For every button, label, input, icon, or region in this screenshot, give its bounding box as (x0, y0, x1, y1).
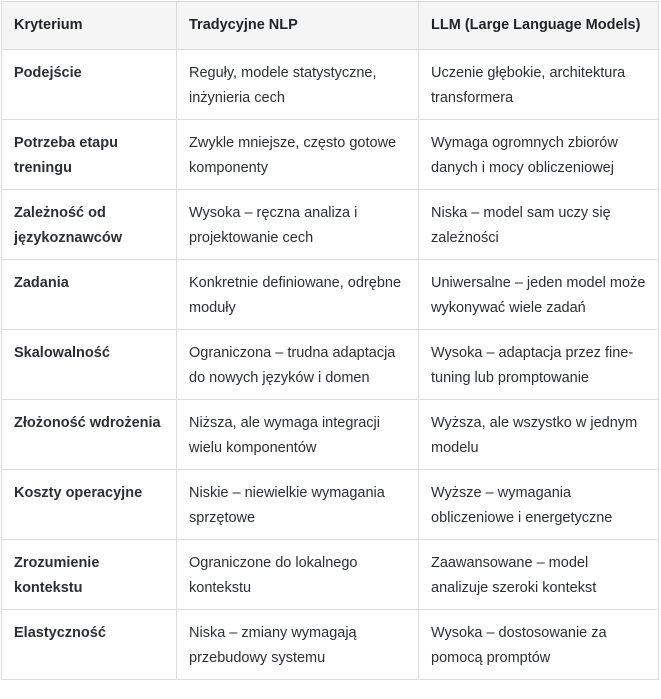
comparison-table (1, 1, 659, 680)
row-criterion: Elastyczność (2, 610, 177, 680)
header-row (2, 2, 659, 50)
comparison-table-container (1, 1, 658, 680)
row-llm: Wysoka – dostosowanie za pomocą promptów (419, 610, 659, 680)
row-criterion: Złożoność wdrożenia (2, 400, 177, 470)
header-criterion: Kryterium (2, 2, 177, 50)
row-criterion: Koszty operacyjne (2, 470, 177, 540)
header-traditional-nlp: Tradycyjne NLP (177, 2, 419, 50)
row-traditional-nlp: Niższa, ale wymaga integracji wielu komponentów (177, 400, 419, 470)
row-traditional-nlp: Konkretnie definiowane, odrębne moduły (177, 260, 419, 330)
row-criterion: Potrzeba etapu treningu (2, 120, 177, 190)
row-criterion: Podejście (2, 50, 177, 120)
row-traditional-nlp: Ograniczona – trudna adaptacja do nowych języków i domen (177, 330, 419, 400)
row-llm: Wymaga ogromnych zbiorów danych i mocy obliczeniowej (419, 120, 659, 190)
table-header (2, 2, 659, 50)
row-criterion: Zależność od językoznawców (2, 190, 177, 260)
row-llm: Wyższe – wymagania obliczeniowe i energetyczne (419, 470, 659, 540)
table-row (2, 260, 659, 330)
table-row (2, 610, 659, 680)
row-traditional-nlp: Zwykle mniejsze, często gotowe komponenty (177, 120, 419, 190)
table-row (2, 540, 659, 610)
row-llm: Wyższa, ale wszystko w jednym modelu (419, 400, 659, 470)
header-llm: LLM (Large Language Models) (419, 2, 659, 50)
table-row (2, 190, 659, 260)
row-criterion: Skalowalność (2, 330, 177, 400)
table-body (2, 50, 659, 680)
row-llm: Uniwersalne – jeden model może wykonywać wiele zadań (419, 260, 659, 330)
table-row (2, 400, 659, 470)
row-traditional-nlp: Wysoka – ręczna analiza i projektowanie cech (177, 190, 419, 260)
row-llm: Zaawansowane – model analizuje szeroki kontekst (419, 540, 659, 610)
table-row (2, 330, 659, 400)
row-llm: Uczenie głębokie, architektura transformera (419, 50, 659, 120)
row-traditional-nlp: Ograniczone do lokalnego kontekstu (177, 540, 419, 610)
row-llm: Wysoka – adaptacja przez fine-tuning lub promptowanie (419, 330, 659, 400)
row-traditional-nlp: Niskie – niewielkie wymagania sprzętowe (177, 470, 419, 540)
row-traditional-nlp: Reguły, modele statystyczne, inżynieria cech (177, 50, 419, 120)
row-criterion: Zadania (2, 260, 177, 330)
table-row (2, 470, 659, 540)
row-traditional-nlp: Niska – zmiany wymagają przebudowy systemu (177, 610, 419, 680)
row-llm: Niska – model sam uczy się zależności (419, 190, 659, 260)
table-row (2, 120, 659, 190)
row-criterion: Zrozumienie kontekstu (2, 540, 177, 610)
table-row (2, 50, 659, 120)
